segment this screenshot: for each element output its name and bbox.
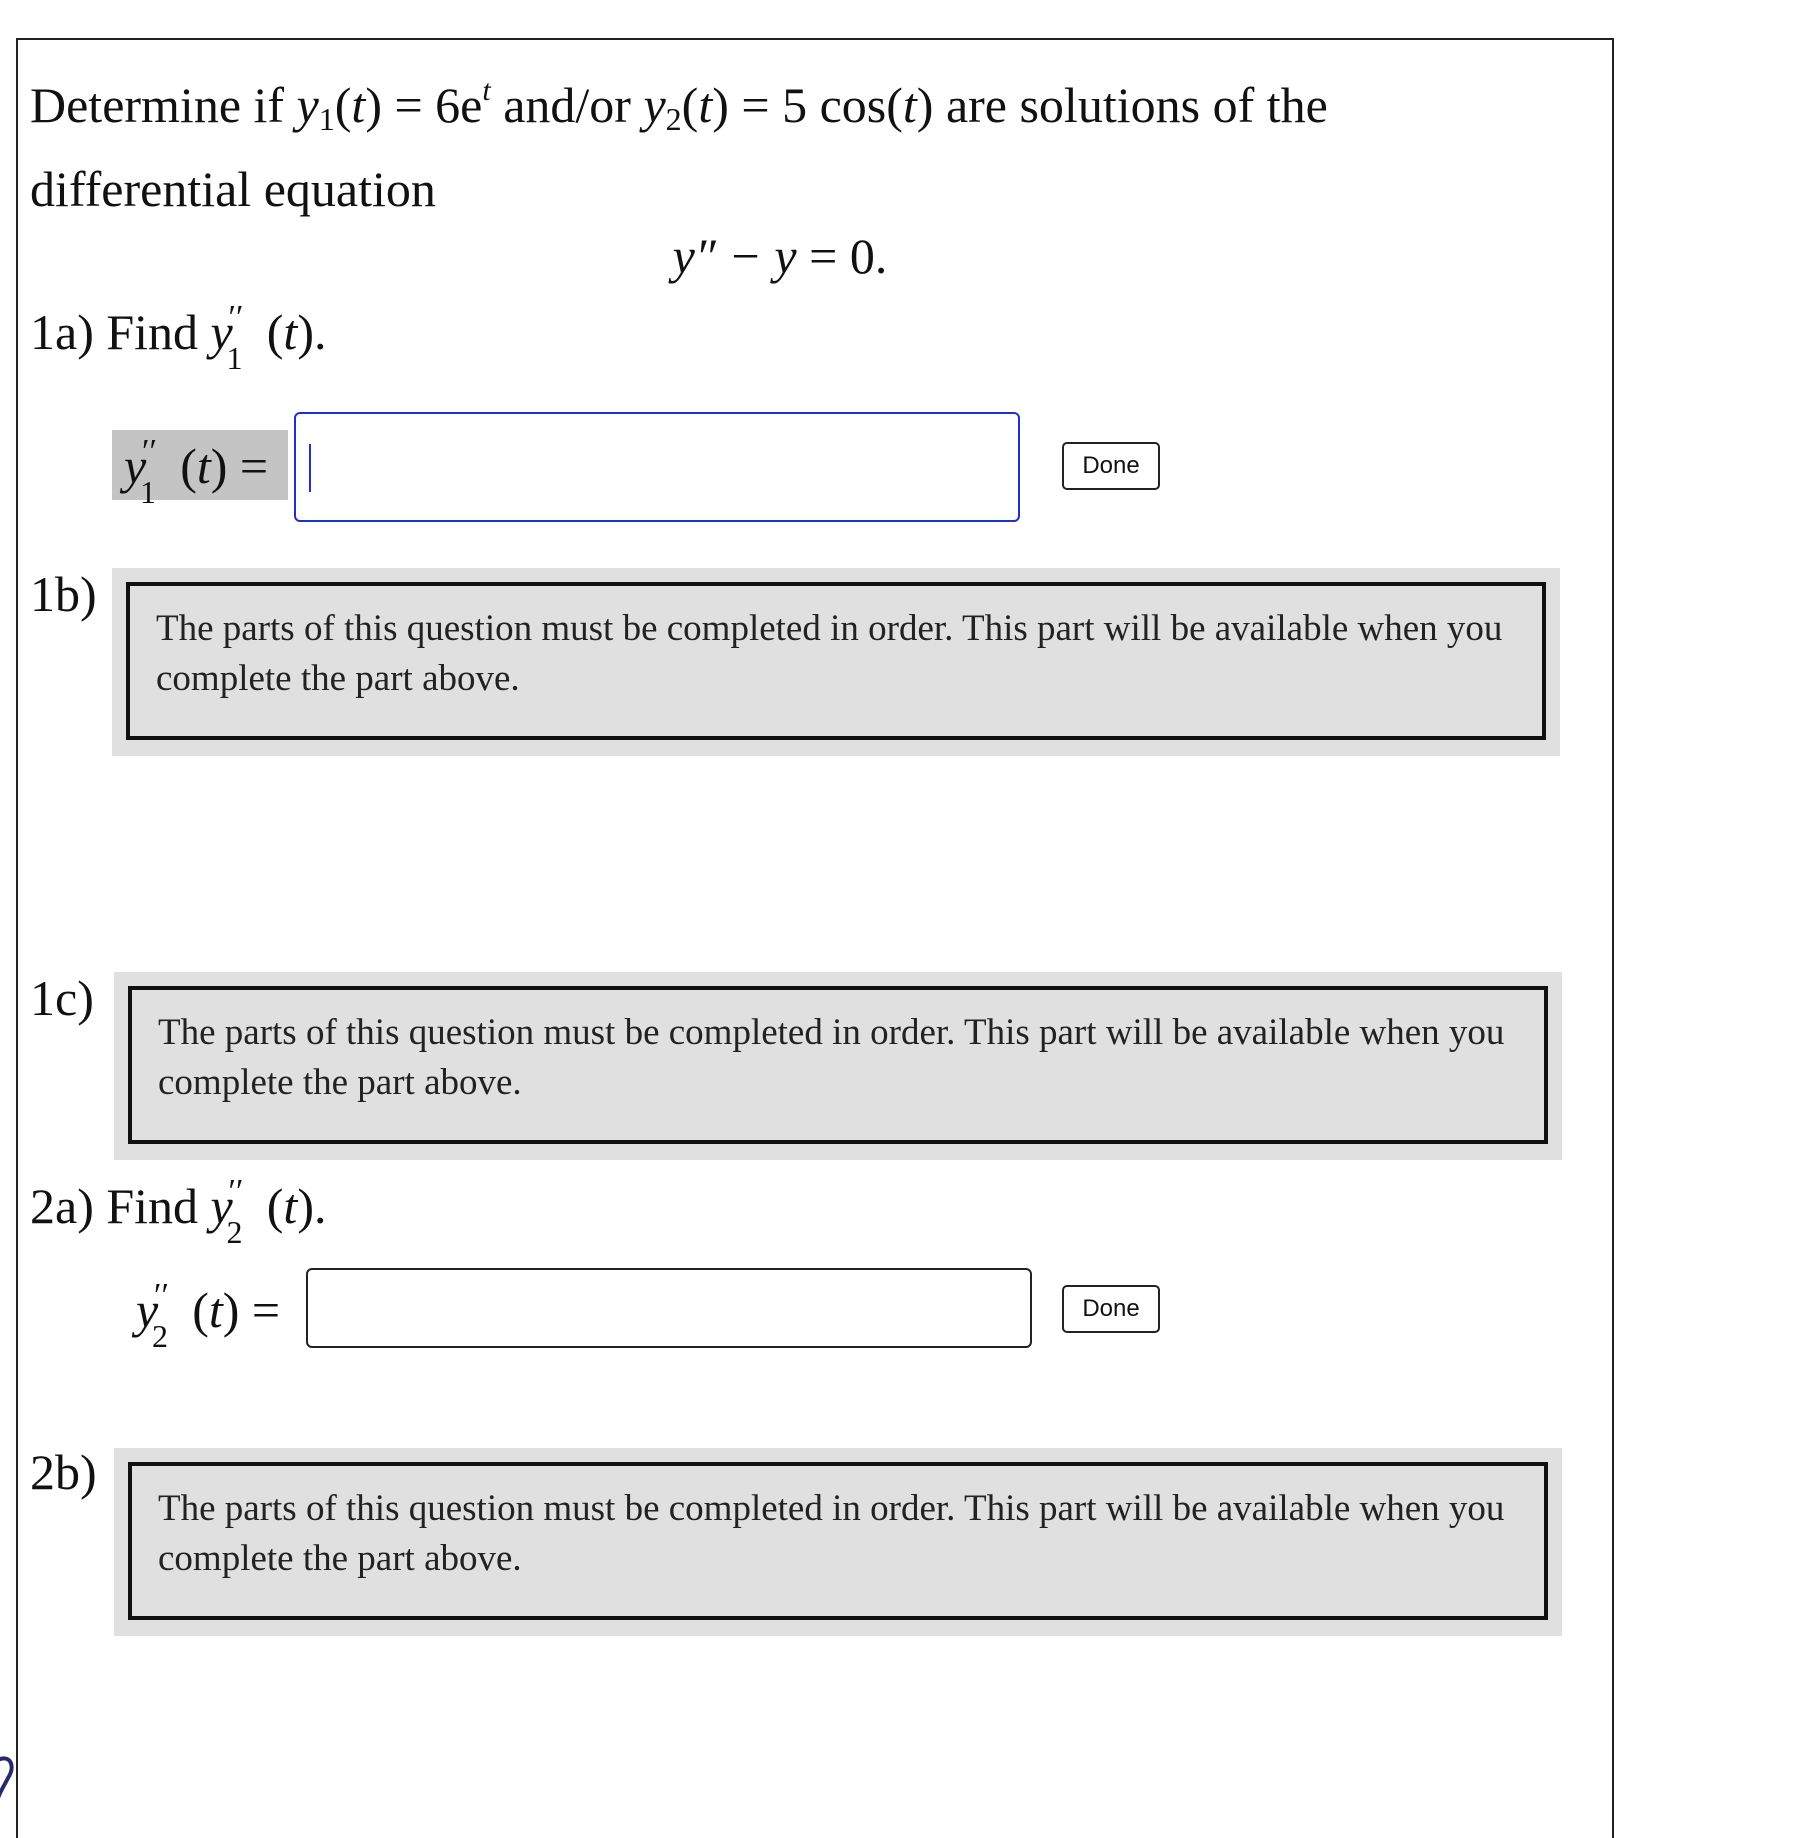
y1-exponent: t: [482, 74, 491, 107]
answer-label-y1pp: y ′′ 1 (t) =: [112, 430, 288, 500]
part-1a-title: 1a) Find y ′′ 1 (t).: [30, 302, 326, 362]
part-2a-label: 2a): [30, 1178, 94, 1234]
answer-label-y2-subscript: 2: [152, 1318, 168, 1354]
equation-lhs: y″ − y: [672, 228, 797, 284]
y2-definition: = 5 cos(: [741, 77, 903, 133]
part-1b-locked-panel: [112, 568, 1560, 756]
intro-joiner: and/or: [490, 77, 644, 133]
y1-definition: = 6e: [394, 77, 483, 133]
part-2a-subscript: 2: [226, 1214, 243, 1250]
part-1c-label: 1c): [30, 970, 94, 1026]
equation-rhs: = 0.: [809, 228, 888, 284]
intro-suffix: are solutions of the differential equation: [30, 77, 1328, 217]
part-2b-locked-panel: [114, 1448, 1562, 1636]
answer-input-y2pp[interactable]: [306, 1268, 1032, 1348]
done-button-1a[interactable]: Done: [1062, 442, 1160, 490]
part-1c-locked-panel: [114, 972, 1562, 1160]
answer-input-y1pp[interactable]: [294, 412, 1020, 522]
answer-label-y1-subscript: 1: [140, 474, 156, 510]
part-2a-find-text: Find: [106, 1178, 199, 1234]
part-1a-subscript: 1: [226, 340, 243, 376]
intro-prefix: Determine if: [30, 77, 297, 133]
pen-scribble-icon: [0, 1752, 24, 1802]
part-1b-label: 1b): [30, 566, 97, 622]
differential-equation: [0, 226, 1560, 286]
part-2b-locked-message: The parts of this question must be completed in order. This part will be available when you complete the part above.: [128, 1462, 1548, 1620]
part-1b-locked-message: The parts of this question must be completed in order. This part will be available when you complete the part above.: [126, 582, 1546, 740]
part-1c-locked-message: The parts of this question must be completed in order. This part will be available when you complete the part above.: [128, 986, 1548, 1144]
done-button-2a[interactable]: Done: [1062, 1285, 1160, 1333]
part-1a-label: 1a): [30, 304, 94, 360]
part-1a-find-text: Find: [106, 304, 199, 360]
problem-statement: Determine if $y_1(t) = 6e^t$ and/or $y_2(t) = 5$ cos(t) are solutions of the differential equation: [30, 74, 1328, 217]
text-caret: [309, 444, 311, 492]
part-2a-title: 2a) Find y ′′ 2 (t).: [30, 1176, 326, 1236]
answer-label-y2pp: y ′′ 2 (t) =: [124, 1274, 300, 1344]
part-2b-label: 2b): [30, 1444, 97, 1500]
